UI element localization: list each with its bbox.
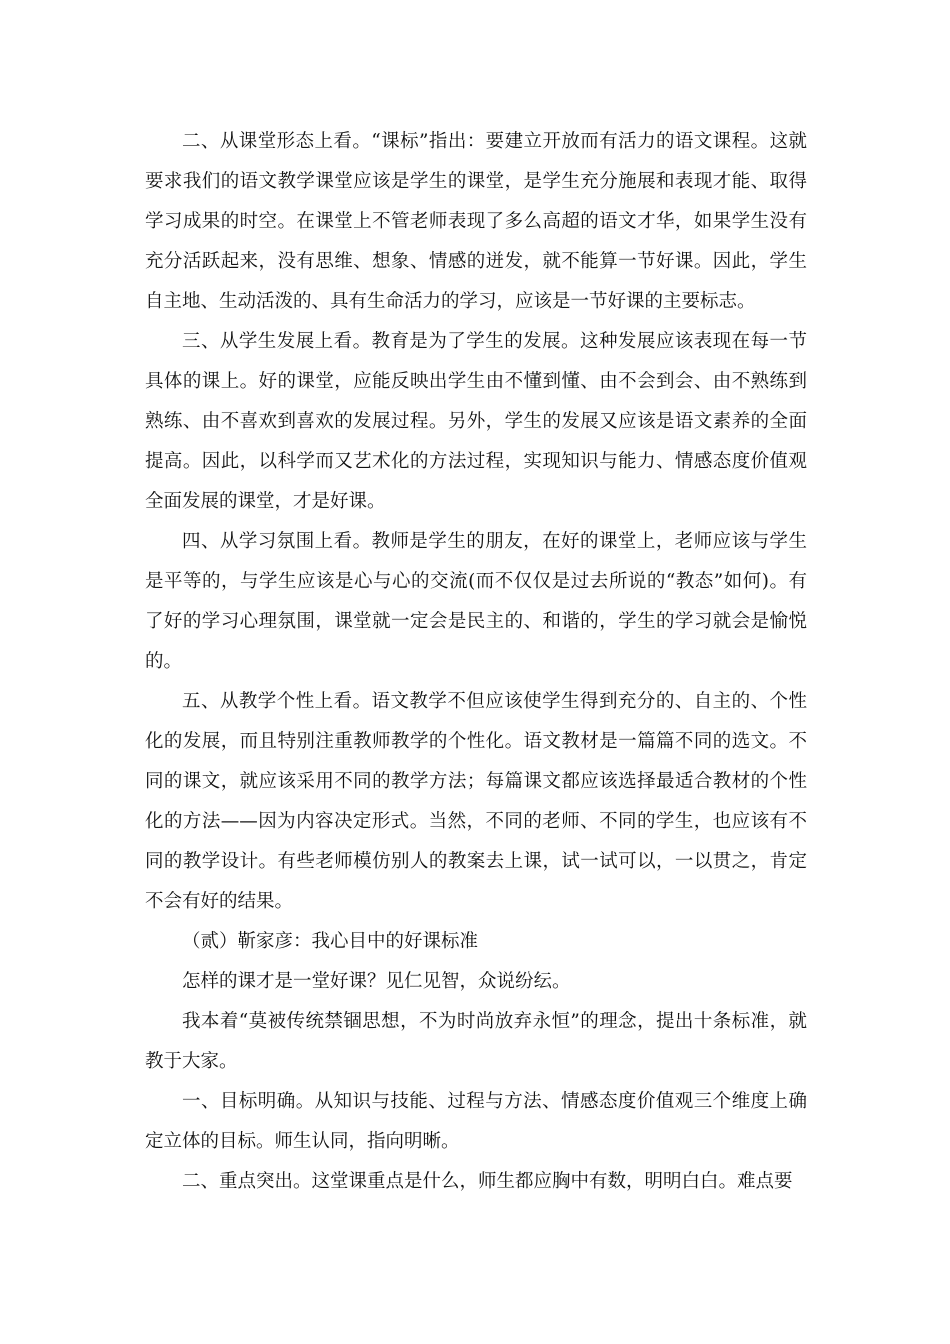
paragraph: 一、目标明确。从知识与技能、过程与方法、情感态度价值观三个维度上确定立体的目标。师生认同，指向明晰。 bbox=[145, 1091, 807, 1152]
paragraph: 三、从学生发展上看。教育是为了学生的发展。这种发展应该表现在每一节具体的课上。好的课堂，应能反映出学生由不懂到懂、由不会到会、由不熟练到熟练、由不喜欢到喜欢的发展过程。另外，学生的发展又应该是语文素养的全面提高。因此，以科学而又艺术化的方法过程，实现知识与能力、情感态度价值观全面发展的课堂，才是好课。 bbox=[145, 331, 807, 512]
paragraph: 二、从课堂形态上看。“课标”指出：要建立开放而有活力的语文课程。这就要求我们的语文教学课堂应该是学生的课堂，是学生充分施展和表现才能、取得学习成果的时空。在课堂上不管老师表现了多么高超的语文才华，如果学生没有充分活跃起来，没有思维、想象、情感的迸发，就不能算一节好课。因此，学生自主地、生动活泼的、具有生命活力的学习，应该是一节好课的主要标志。 bbox=[145, 131, 807, 312]
paragraph: 怎样的课才是一堂好课？见仁见智，众说纷纭。 bbox=[182, 971, 571, 992]
section-heading: （贰）靳家彦：我心目中的好课标准 bbox=[182, 931, 479, 952]
paragraph: 二、重点突出。这堂课重点是什么，师生都应胸中有数，明明白白。难点要 bbox=[182, 1171, 793, 1192]
paragraph: 我本着“莫被传统禁锢思想，不为时尚放弃永恒”的理念，提出十条标准，就教于大家。 bbox=[145, 1011, 807, 1072]
paragraph: 四、从学习氛围上看。教师是学生的朋友，在好的课堂上，老师应该与学生是平等的，与学生应该是心与心的交流(而不仅仅是过去所说的“教态”如何)。有了好的学习心理氛围，课堂就一定会是民主的、和谐的，学生的学习就会是愉悦的。 bbox=[145, 531, 807, 672]
paragraph: 五、从教学个性上看。语文教学不但应该使学生得到充分的、自主的、个性化的发展，而且特别注重教师教学的个性化。语文教材是一篇篇不同的选文。不同的课文，就应该采用不同的教学方法；每篇课文都应该选择最适合教材的个性化的方法——因为内容决定形式。当然，不同的老师、不同的学生，也应该有不同的教学设计。有些老师模仿别人的教案去上课，试一试可以，一以贯之，肯定不会有好的结果。 bbox=[145, 691, 807, 912]
document-body bbox=[145, 122, 807, 1202]
